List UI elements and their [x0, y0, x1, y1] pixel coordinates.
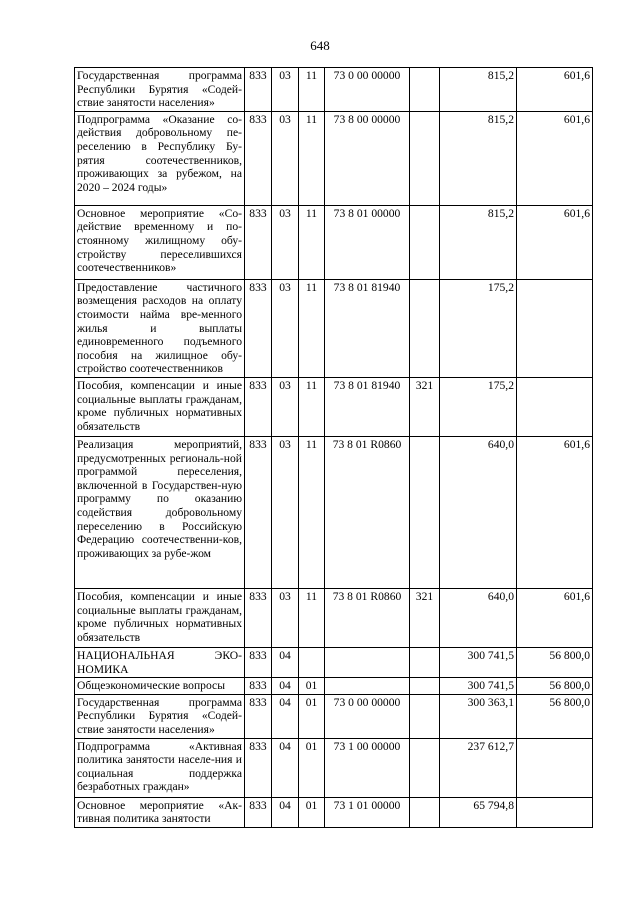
cell-name: Общеэкономические вопросы [75, 678, 245, 695]
cell-sum1: 175,2 [440, 279, 517, 377]
table-body [75, 68, 593, 828]
cell-vr: 321 [410, 377, 440, 436]
cell-csr: 73 1 01 00000 [325, 797, 410, 827]
table-row [75, 588, 593, 647]
cell-csr [325, 647, 410, 677]
cell-pr: 01 [299, 738, 325, 797]
cell-name: Реализация мероприятий, предусмотренных региональ-ной программой переселения, включенной в Государствен-ную программу по оказанию содействия добровольному переселению в Российскую Федерацию соотечественни-ков, проживающих за рубе-жом [75, 436, 245, 588]
cell-sum1: 175,2 [440, 377, 517, 436]
cell-name: Основное мероприятие «Со-действие временному и по-стоянному жилищному обу-стройству переселившихся соотечественников» [75, 205, 245, 279]
cell-pr: 11 [299, 111, 325, 205]
cell-csr: 73 1 00 00000 [325, 738, 410, 797]
cell-vr [410, 111, 440, 205]
table-row [75, 797, 593, 827]
cell-sum1: 640,0 [440, 436, 517, 588]
cell-sum1: 815,2 [440, 205, 517, 279]
cell-sum1: 300 363,1 [440, 694, 517, 738]
cell-name: Государственная программа Республики Бурятия «Содей-ствие занятости населения» [75, 68, 245, 112]
cell-pr: 11 [299, 205, 325, 279]
cell-pr [299, 647, 325, 677]
cell-name: НАЦИОНАЛЬНАЯ ЭКО-НОМИКА [75, 647, 245, 677]
cell-rz: 03 [272, 588, 299, 647]
cell-sum2 [517, 797, 593, 827]
cell-vr: 321 [410, 588, 440, 647]
cell-csr: 73 0 00 00000 [325, 68, 410, 112]
cell-rz: 04 [272, 738, 299, 797]
cell-name: Предоставление частичного возмещения расходов на оплату стоимости найма вре-менного жилья и выплаты единовременного подъемного пособия на жилищное обу-стройство соотечественников [75, 279, 245, 377]
cell-pr: 01 [299, 678, 325, 695]
cell-rz: 03 [272, 377, 299, 436]
cell-pr: 11 [299, 377, 325, 436]
cell-vr [410, 738, 440, 797]
cell-name: Основное мероприятие «Ак-тивная политика занятости [75, 797, 245, 827]
cell-ved: 833 [245, 68, 272, 112]
cell-vr [410, 647, 440, 677]
cell-sum2: 56 800,0 [517, 647, 593, 677]
cell-ved: 833 [245, 588, 272, 647]
cell-ved: 833 [245, 436, 272, 588]
cell-vr [410, 436, 440, 588]
cell-sum2: 601,6 [517, 588, 593, 647]
table-row [75, 436, 593, 588]
cell-pr: 01 [299, 797, 325, 827]
table-row [75, 647, 593, 677]
cell-rz: 03 [272, 436, 299, 588]
page-number: 648 [310, 38, 330, 53]
table-row [75, 68, 593, 112]
cell-sum2 [517, 279, 593, 377]
cell-pr: 01 [299, 694, 325, 738]
cell-ved: 833 [245, 377, 272, 436]
cell-pr: 11 [299, 68, 325, 112]
cell-csr: 73 8 01 00000 [325, 205, 410, 279]
cell-rz: 04 [272, 678, 299, 695]
cell-sum1: 815,2 [440, 111, 517, 205]
cell-sum2 [517, 738, 593, 797]
cell-sum1: 65 794,8 [440, 797, 517, 827]
cell-csr: 73 8 00 00000 [325, 111, 410, 205]
cell-ved: 833 [245, 678, 272, 695]
cell-pr: 11 [299, 588, 325, 647]
cell-sum2: 601,6 [517, 205, 593, 279]
cell-rz: 04 [272, 647, 299, 677]
cell-pr: 11 [299, 436, 325, 588]
table-row [75, 738, 593, 797]
table-row [75, 694, 593, 738]
cell-sum1: 640,0 [440, 588, 517, 647]
cell-vr [410, 68, 440, 112]
cell-sum1: 815,2 [440, 68, 517, 112]
cell-rz: 03 [272, 111, 299, 205]
cell-vr [410, 205, 440, 279]
cell-vr [410, 694, 440, 738]
cell-sum2 [517, 377, 593, 436]
cell-name: Подпрограмма «Активная политика занятости населе-ния и социальная поддержка безработных граждан» [75, 738, 245, 797]
cell-rz: 04 [272, 694, 299, 738]
cell-rz: 03 [272, 279, 299, 377]
table-row [75, 111, 593, 205]
cell-csr [325, 678, 410, 695]
cell-ved: 833 [245, 205, 272, 279]
cell-vr [410, 797, 440, 827]
cell-name: Пособия, компенсации и иные социальные выплаты гражданам, кроме публичных нормативных обязательств [75, 588, 245, 647]
cell-sum1: 237 612,7 [440, 738, 517, 797]
cell-name: Государственная программа Республики Бурятия «Содей-ствие занятости населения» [75, 694, 245, 738]
cell-ved: 833 [245, 738, 272, 797]
table-row [75, 279, 593, 377]
cell-sum2: 601,6 [517, 68, 593, 112]
cell-sum1: 300 741,5 [440, 678, 517, 695]
cell-ved: 833 [245, 694, 272, 738]
cell-rz: 03 [272, 68, 299, 112]
table-row [75, 205, 593, 279]
cell-rz: 04 [272, 797, 299, 827]
table-row [75, 377, 593, 436]
cell-csr: 73 8 01 81940 [325, 377, 410, 436]
budget-table [74, 67, 593, 828]
cell-vr [410, 279, 440, 377]
cell-ved: 833 [245, 797, 272, 827]
cell-ved: 833 [245, 279, 272, 377]
cell-pr: 11 [299, 279, 325, 377]
cell-sum2: 601,6 [517, 111, 593, 205]
cell-csr: 73 8 01 R0860 [325, 436, 410, 588]
cell-sum2: 56 800,0 [517, 678, 593, 695]
cell-sum2: 56 800,0 [517, 694, 593, 738]
cell-sum1: 300 741,5 [440, 647, 517, 677]
cell-rz: 03 [272, 205, 299, 279]
cell-vr [410, 678, 440, 695]
cell-csr: 73 8 01 R0860 [325, 588, 410, 647]
cell-ved: 833 [245, 111, 272, 205]
cell-name: Пособия, компенсации и иные социальные выплаты гражданам, кроме публичных нормативных обязательств [75, 377, 245, 436]
cell-ved: 833 [245, 647, 272, 677]
cell-csr: 73 0 00 00000 [325, 694, 410, 738]
cell-sum2: 601,6 [517, 436, 593, 588]
cell-csr: 73 8 01 81940 [325, 279, 410, 377]
cell-name: Подпрограмма «Оказание со-действия добровольному пе-реселению в Республику Бу-рятия соотечественников, проживающих за рубежом, на 2020 – 2024 годы» [75, 111, 245, 205]
table-row [75, 678, 593, 695]
